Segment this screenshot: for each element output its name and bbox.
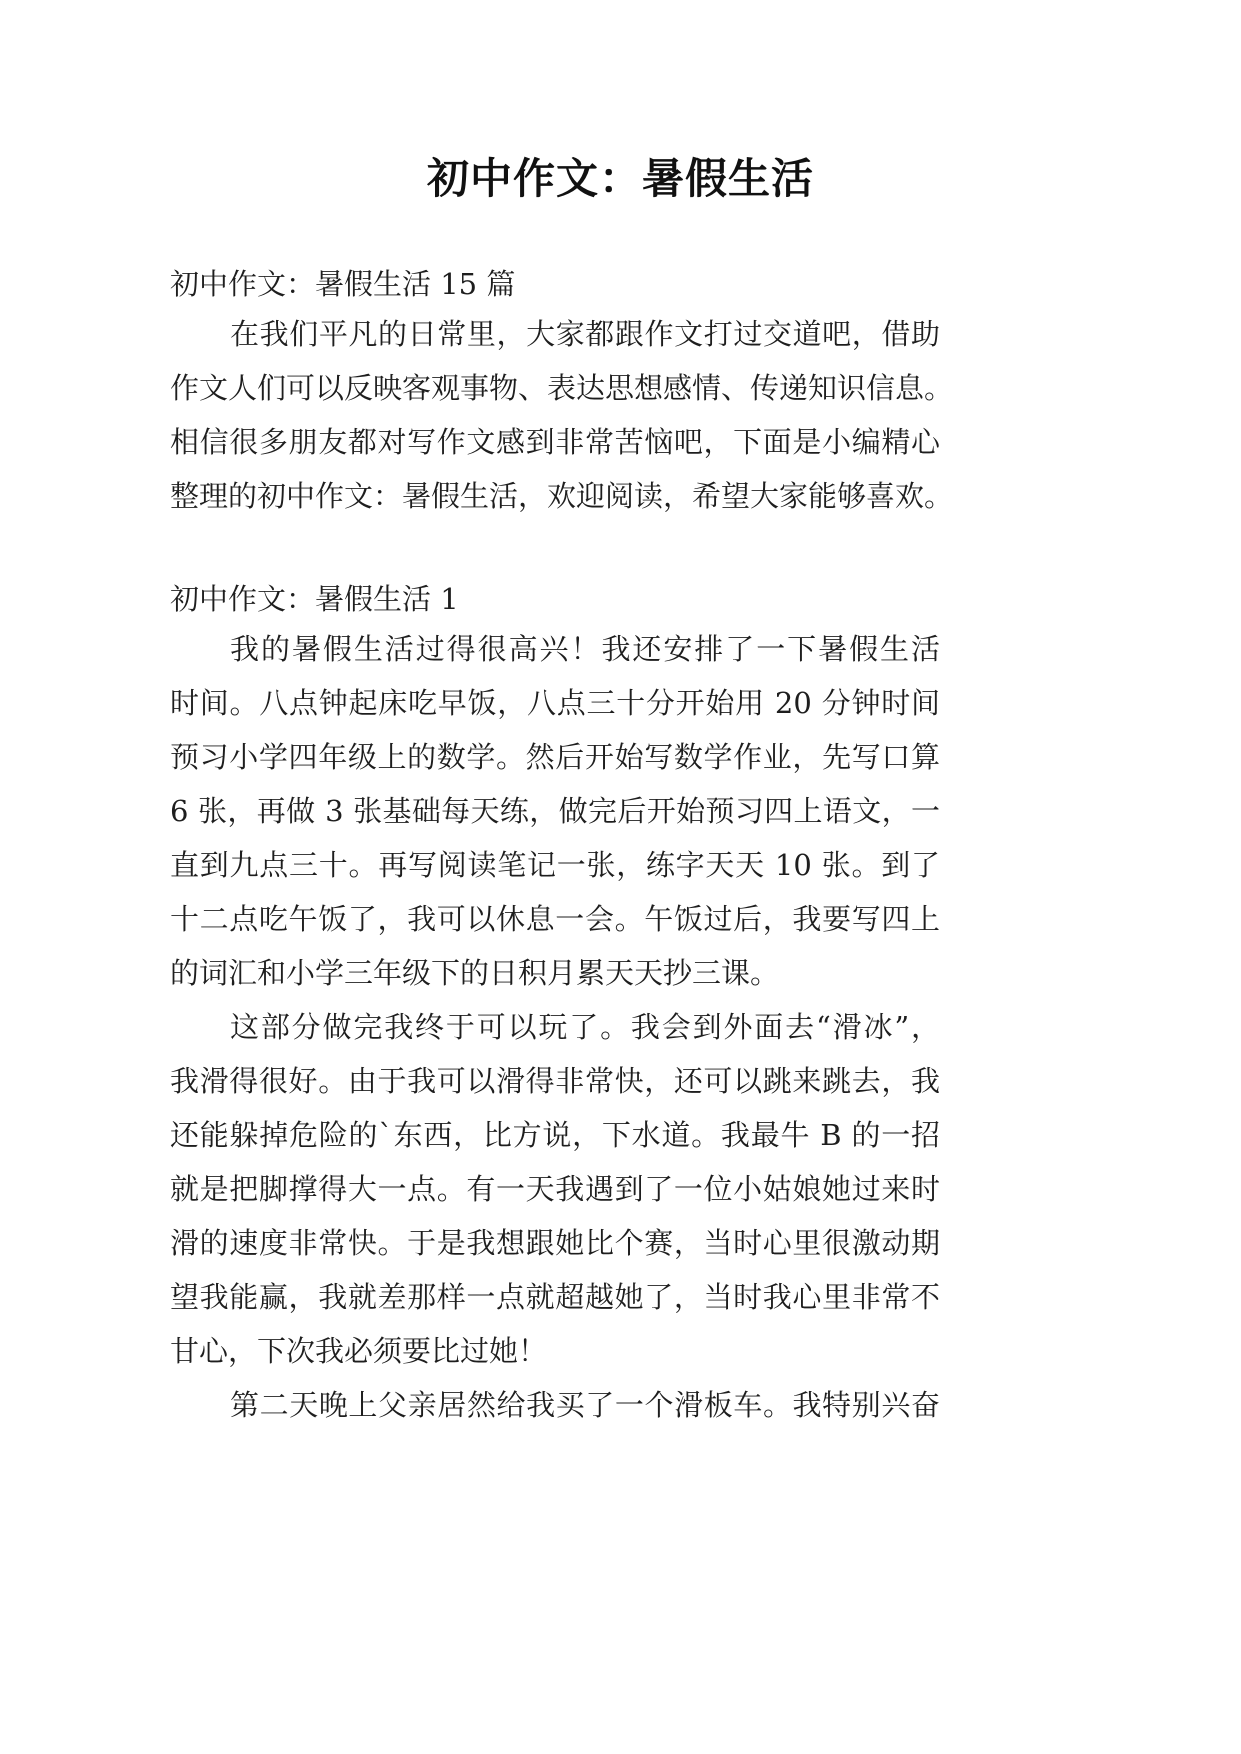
intro-line: 相信很多朋友都对写作文感到非常苦恼吧，下面是小编精心 xyxy=(170,425,940,459)
paragraph-line: 预习小学四年级上的数学。然后开始写数学作业，先写口算 xyxy=(170,740,940,774)
paragraph-line: 望我能赢，我就差那样一点就超越她了，当时我心里非常不 xyxy=(170,1280,940,1314)
paragraph-line: 第二天晚上父亲居然给我买了一个滑板车。我特别兴奋 xyxy=(230,1388,940,1422)
paragraph-line: 甘心，下次我必须要比过她！ xyxy=(170,1334,548,1368)
paragraph-line: 我滑得很好。由于我可以滑得非常快，还可以跳来跳去，我 xyxy=(170,1064,940,1098)
paragraph-line: 时间。八点钟起床吃早饭，八点三十分开始用 20 分钟时间 xyxy=(170,686,940,720)
section-heading: 初中作文：暑假生活 1 xyxy=(170,582,459,616)
paragraph-line: 6 张，再做 3 张基础每天练，做完后开始预习四上语文，一 xyxy=(170,794,940,828)
paragraph-line: 就是把脚撑得大一点。有一天我遇到了一位小姑娘她过来时 xyxy=(170,1172,940,1206)
paragraph-line: 这部分做完我终于可以玩了。我会到外面去“滑冰”， xyxy=(230,1010,940,1044)
document-subtitle: 初中作文：暑假生活 15 篇 xyxy=(170,267,516,301)
paragraph-line: 的词汇和小学三年级下的日积月累天天抄三课。 xyxy=(170,956,780,990)
paragraph-line: 滑的速度非常快。于是我想跟她比个赛，当时心里很激动期 xyxy=(170,1226,940,1260)
document-title: 初中作文：暑假生活 xyxy=(426,154,814,203)
paragraph-line: 直到九点三十。再写阅读笔记一张，练字天天 10 张。到了 xyxy=(170,848,940,882)
intro-line: 作文人们可以反映客观事物、表达思想感情、传递知识信息。 xyxy=(170,371,954,405)
paragraph-line: 十二点吃午饭了，我可以休息一会。午饭过后，我要写四上 xyxy=(170,902,940,936)
paragraph-line: 我的暑假生活过得很高兴！我还安排了一下暑假生活 xyxy=(230,632,940,666)
paragraph-line: 还能躲掉危险的`东西，比方说，下水道。我最牛 B 的一招 xyxy=(170,1118,940,1152)
intro-line: 整理的初中作文：暑假生活，欢迎阅读，希望大家能够喜欢。 xyxy=(170,479,954,513)
intro-line: 在我们平凡的日常里，大家都跟作文打过交道吧，借助 xyxy=(230,317,940,351)
